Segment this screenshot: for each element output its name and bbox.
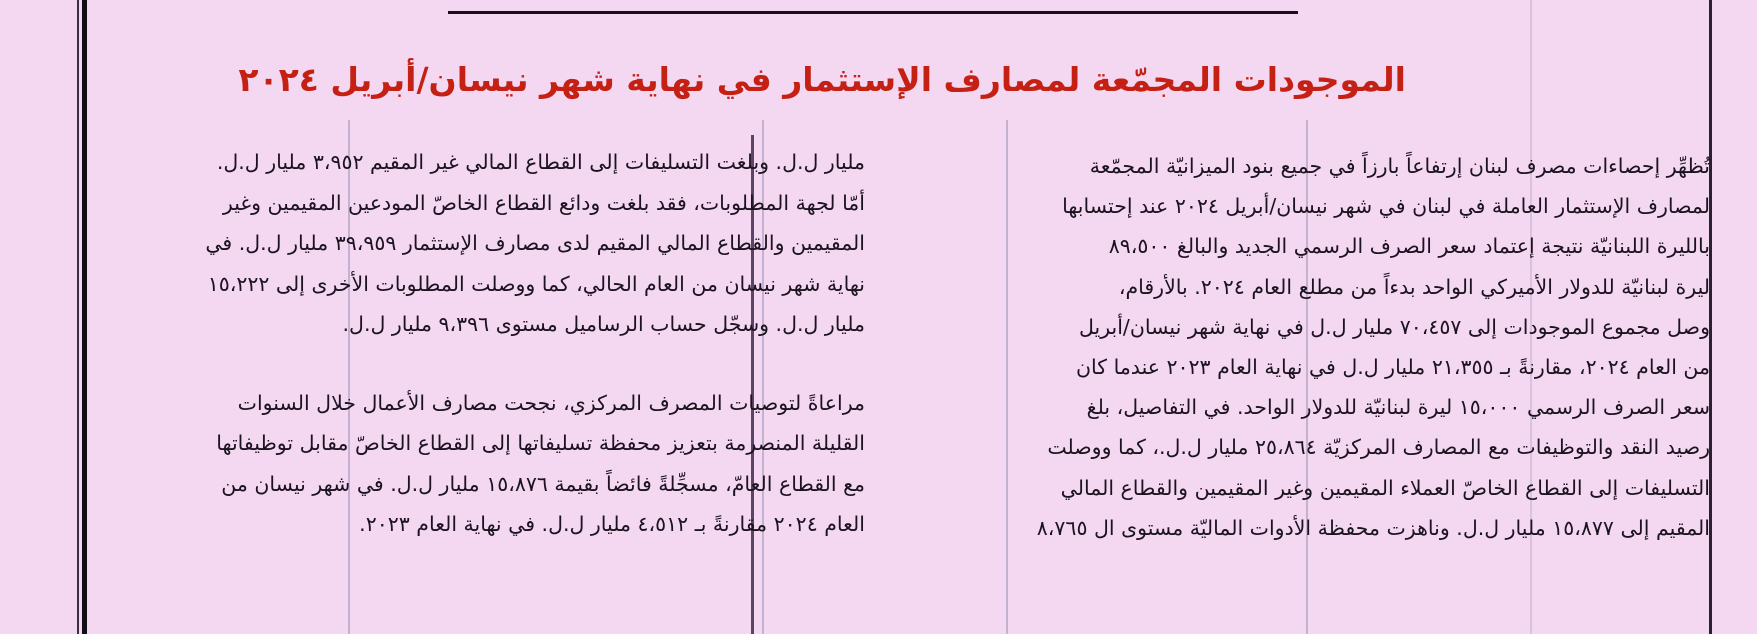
text-line: نهاية شهر نيسان من العام الحالي، كما ووصلت المطلوبات الأخرى إلى ١٥،٢٢٢ xyxy=(207,271,865,296)
text-line: سعر الصرف الرسمي ١٥،٠٠٠ ليرة لبنانيّة للدولار الواحد. في التفاصيل، بلغ xyxy=(1086,395,1710,420)
text-line: رصيد النقد والتوظيفات مع المصارف المركزيّة ٢٥،٨٦٤ مليار ل.ل.، كما ووصلت xyxy=(1047,435,1710,460)
text-line: مليار ل.ل. وبلغت التسليفات إلى القطاع المالي غير المقيم ٣،٩٥٢ مليار ل.ل. xyxy=(216,150,865,174)
text-line: تُظهِّر إحصاءات مصرف لبنان إرتفاعاً بارزاً في جميع بنود الميزانيّة المجمّعة xyxy=(1089,154,1710,178)
text-line: لمصارف الإستثمار العاملة في لبنان في شهر نيسان/أبريل ٢٠٢٤ عند إحتسابها xyxy=(1062,194,1710,219)
text-line: المقيمين والقطاع المالي المقيم لدى مصارف الإستثمار ٣٩،٩٥٩ مليار ل.ل. في xyxy=(205,231,865,255)
text-line: من العام ٢٠٢٤، مقارنةً بـ ٢١،٣٥٥ مليار ل.ل في نهاية العام ٢٠٢٣ عندما كان xyxy=(1076,354,1710,379)
text-line: أمّا لجهة المطلوبات، فقد بلغت ودائع القطاع الخاصّ المودعين المقيمين وغير xyxy=(222,190,865,215)
paragraph-gap xyxy=(0,345,865,383)
article-column-right xyxy=(880,146,1710,548)
text-line: التسليفات إلى القطاع الخاصّ العملاء المقيمين وغير المقيمين والقطاع المالي xyxy=(1060,475,1710,500)
text-line: بالليرة اللبنانيّة نتيجة إعتماد سعر الصرف الرسمي الجديد والبالغ ٨٩،٥٠٠ xyxy=(1108,234,1710,259)
text-line: المقيم إلى ١٥،٨٧٧ مليار ل.ل. وناهزت محفظة الأدوات الماليّة مستوى ال ٨،٧٦٥ xyxy=(1036,515,1710,540)
article-column-middle xyxy=(0,142,865,545)
text-line: ليرة لبنانيّة للدولار الأميركي الواحد بدءاً من مطلع العام ٢٠٢٤. بالأرقام، xyxy=(1118,274,1710,299)
text-line: العام ٢٠٢٤ مقارنةً بـ ٤،٥١٢ مليار ل.ل. في نهاية العام ٢٠٢٣. xyxy=(359,512,865,536)
text-line: وصل مجموع الموجودات إلى ٧٠،٤٥٧ مليار ل.ل في نهاية شهر نيسان/أبريل xyxy=(1078,314,1710,339)
text-line: القليلة المنصرمة بتعزيز محفظة تسليفاتها إلى القطاع الخاصّ مقابل توظيفاتها xyxy=(216,431,865,455)
text-line: مليار ل.ل. وسجّل حساب الرساميل مستوى ٩،٣٩٦ مليار ل.ل. xyxy=(342,312,865,336)
article-headline: الموجودات المجمّعة لمصارف الإستثمار في نهاية شهر نيسان/أبريل ٢٠٢٤ xyxy=(238,60,1406,99)
text-line: مراعاةً لتوصيات المصرف المركزي، نجحت مصارف الأعمال خلال السنوات xyxy=(237,390,865,415)
top-rule xyxy=(448,11,1298,14)
text-line: مع القطاع العامّ، مسجِّلةً فائضاً بقيمة ١٥،٨٧٦ مليار ل.ل. في شهر نيسان من xyxy=(221,471,865,496)
